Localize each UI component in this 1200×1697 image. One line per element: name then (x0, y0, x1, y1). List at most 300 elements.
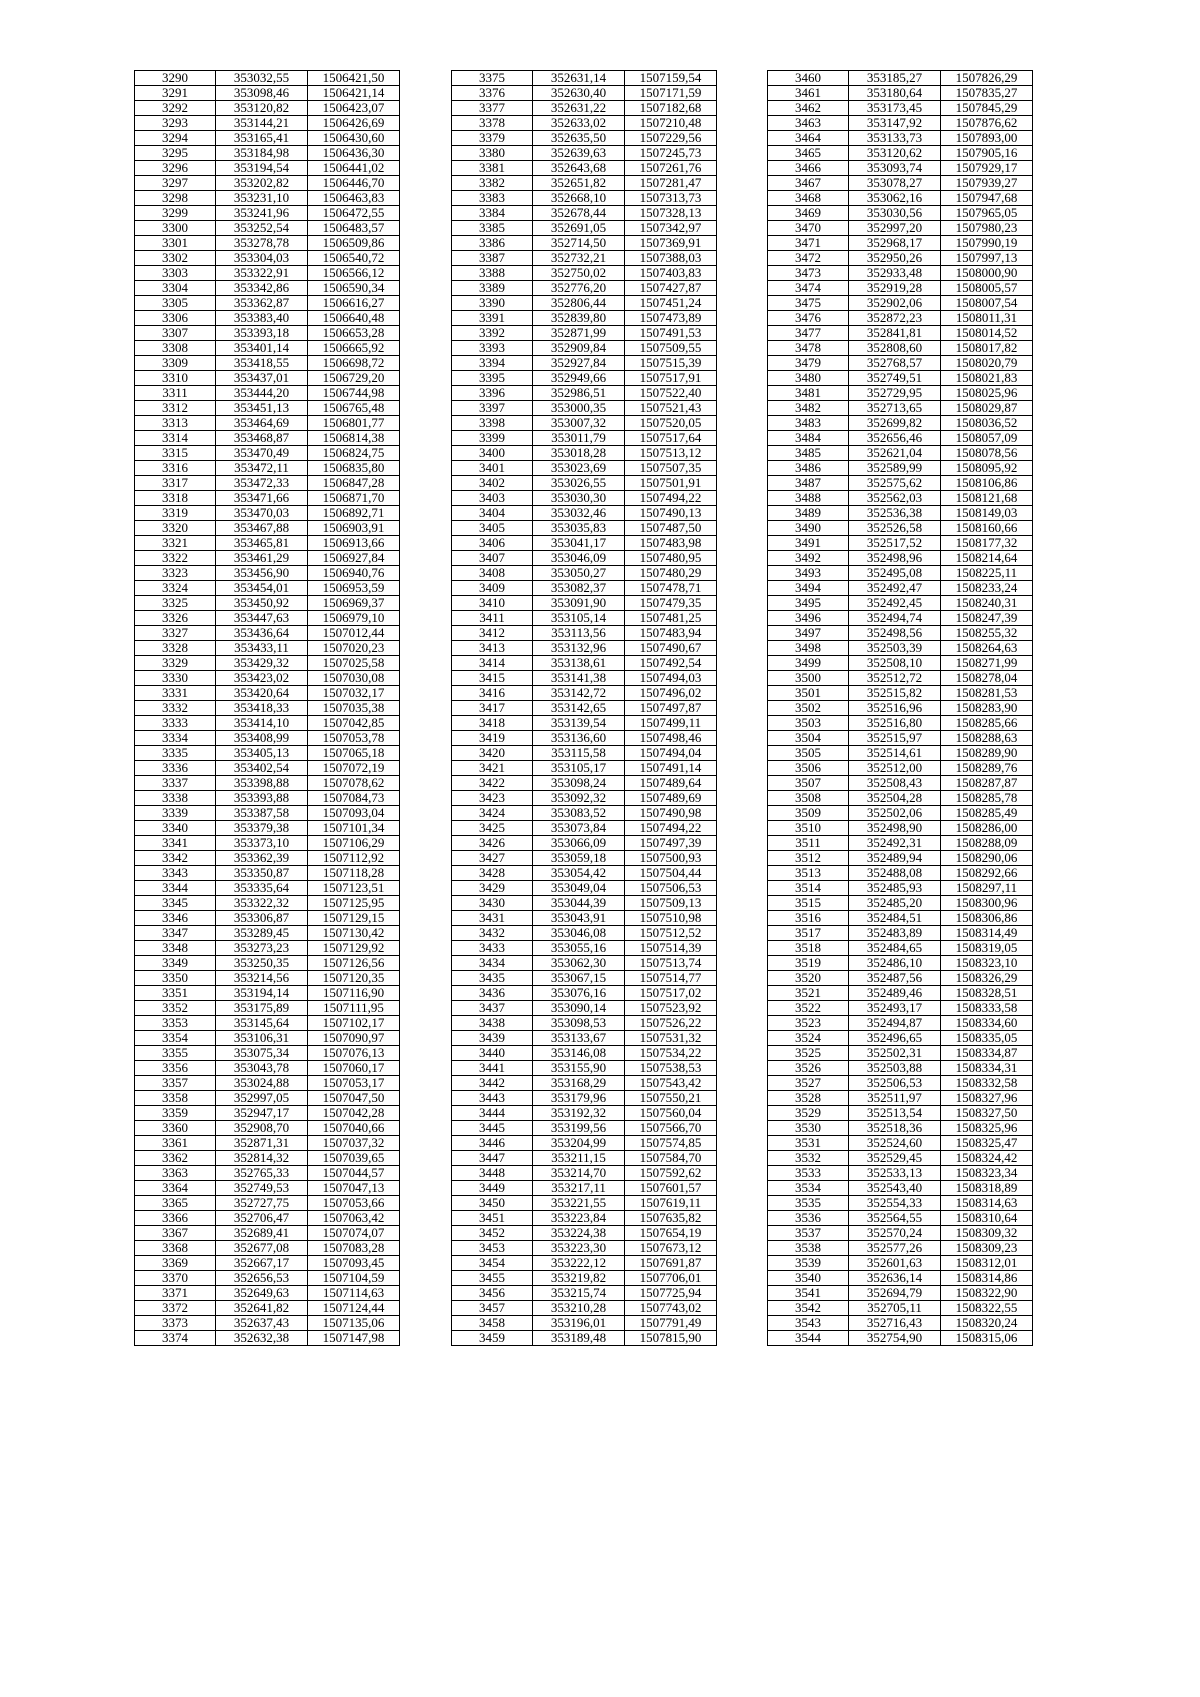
x-coordinate-cell: 353046,09 (533, 551, 625, 566)
point-number-cell: 3467 (768, 176, 849, 191)
point-number-cell: 3291 (135, 86, 216, 101)
table-row (768, 1091, 1033, 1106)
y-coordinate-cell: 1508286,00 (941, 821, 1033, 836)
y-coordinate-cell: 1507111,95 (308, 1001, 400, 1016)
x-coordinate-cell: 353105,17 (533, 761, 625, 776)
table-row (768, 1166, 1033, 1181)
x-coordinate-cell: 352776,20 (533, 281, 625, 296)
table-row (452, 731, 717, 746)
y-coordinate-cell: 1508297,11 (941, 881, 1033, 896)
x-coordinate-cell: 352492,47 (849, 581, 941, 596)
point-number-cell: 3455 (452, 1271, 533, 1286)
x-coordinate-cell: 352633,02 (533, 116, 625, 131)
y-coordinate-cell: 1507328,13 (625, 206, 717, 221)
point-number-cell: 3373 (135, 1316, 216, 1331)
y-coordinate-cell: 1506903,91 (308, 521, 400, 536)
table-row (768, 746, 1033, 761)
x-coordinate-cell: 352872,23 (849, 311, 941, 326)
table-row (768, 626, 1033, 641)
point-number-cell: 3340 (135, 821, 216, 836)
table-row (452, 326, 717, 341)
point-number-cell: 3497 (768, 626, 849, 641)
y-coordinate-cell: 1507490,13 (625, 506, 717, 521)
point-number-cell: 3371 (135, 1286, 216, 1301)
table-row (135, 1061, 400, 1076)
table-row (768, 641, 1033, 656)
point-number-cell: 3308 (135, 341, 216, 356)
x-coordinate-cell: 353175,89 (216, 1001, 308, 1016)
x-coordinate-cell: 353062,30 (533, 956, 625, 971)
table-row (452, 581, 717, 596)
table-row (768, 911, 1033, 926)
table-row (135, 1226, 400, 1241)
point-number-cell: 3435 (452, 971, 533, 986)
y-coordinate-cell: 1507118,28 (308, 866, 400, 881)
x-coordinate-cell: 353204,99 (533, 1136, 625, 1151)
x-coordinate-cell: 353472,33 (216, 476, 308, 491)
point-number-cell: 3398 (452, 416, 533, 431)
point-number-cell: 3501 (768, 686, 849, 701)
y-coordinate-cell: 1508214,64 (941, 551, 1033, 566)
table-row (768, 686, 1033, 701)
table-row (452, 386, 717, 401)
point-number-cell: 3376 (452, 86, 533, 101)
point-number-cell: 3316 (135, 461, 216, 476)
x-coordinate-cell: 353405,13 (216, 746, 308, 761)
y-coordinate-cell: 1506744,98 (308, 386, 400, 401)
table-row (768, 416, 1033, 431)
point-number-cell: 3355 (135, 1046, 216, 1061)
point-number-cell: 3477 (768, 326, 849, 341)
x-coordinate-cell: 353322,32 (216, 896, 308, 911)
point-number-cell: 3359 (135, 1106, 216, 1121)
y-coordinate-cell: 1507063,42 (308, 1211, 400, 1226)
x-coordinate-cell: 353322,91 (216, 266, 308, 281)
x-coordinate-cell: 353252,54 (216, 221, 308, 236)
table-row (768, 1151, 1033, 1166)
x-coordinate-cell: 353136,60 (533, 731, 625, 746)
y-coordinate-cell: 1507065,18 (308, 746, 400, 761)
table-row (452, 611, 717, 626)
table-row (768, 956, 1033, 971)
point-number-cell: 3339 (135, 806, 216, 821)
x-coordinate-cell: 352636,14 (849, 1271, 941, 1286)
table-row (768, 866, 1033, 881)
point-number-cell: 3512 (768, 851, 849, 866)
y-coordinate-cell: 1508225,11 (941, 566, 1033, 581)
point-number-cell: 3414 (452, 656, 533, 671)
y-coordinate-cell: 1506566,12 (308, 266, 400, 281)
point-number-cell: 3336 (135, 761, 216, 776)
y-coordinate-cell: 1507489,64 (625, 776, 717, 791)
x-coordinate-cell: 353035,83 (533, 521, 625, 536)
x-coordinate-cell: 353044,39 (533, 896, 625, 911)
x-coordinate-cell: 353189,48 (533, 1331, 625, 1346)
x-coordinate-cell: 353032,55 (216, 71, 308, 86)
y-coordinate-cell: 1507494,22 (625, 821, 717, 836)
x-coordinate-cell: 353075,34 (216, 1046, 308, 1061)
table-row (452, 116, 717, 131)
table-row (135, 941, 400, 956)
point-number-cell: 3320 (135, 521, 216, 536)
y-coordinate-cell: 1508323,10 (941, 956, 1033, 971)
table-row (452, 941, 717, 956)
x-coordinate-cell: 352515,97 (849, 731, 941, 746)
y-coordinate-cell: 1508255,32 (941, 626, 1033, 641)
x-coordinate-cell: 352841,81 (849, 326, 941, 341)
table-row (452, 1226, 717, 1241)
y-coordinate-cell: 1507483,94 (625, 626, 717, 641)
x-coordinate-cell: 352496,65 (849, 1031, 941, 1046)
point-number-cell: 3439 (452, 1031, 533, 1046)
point-number-cell: 3429 (452, 881, 533, 896)
point-number-cell: 3538 (768, 1241, 849, 1256)
x-coordinate-cell: 352968,17 (849, 236, 941, 251)
x-coordinate-cell: 352705,11 (849, 1301, 941, 1316)
table-row (135, 1091, 400, 1106)
table-row (452, 416, 717, 431)
table-row (135, 206, 400, 221)
table-row (452, 1331, 717, 1346)
x-coordinate-cell: 353120,62 (849, 146, 941, 161)
point-number-cell: 3311 (135, 386, 216, 401)
table-row (768, 581, 1033, 596)
x-coordinate-cell: 352997,20 (849, 221, 941, 236)
y-coordinate-cell: 1506423,07 (308, 101, 400, 116)
table-row (452, 746, 717, 761)
y-coordinate-cell: 1507905,16 (941, 146, 1033, 161)
point-number-cell: 3416 (452, 686, 533, 701)
point-number-cell: 3535 (768, 1196, 849, 1211)
y-coordinate-cell: 1508290,06 (941, 851, 1033, 866)
y-coordinate-cell: 1507481,25 (625, 611, 717, 626)
point-number-cell: 3388 (452, 266, 533, 281)
point-number-cell: 3457 (452, 1301, 533, 1316)
y-coordinate-cell: 1507534,22 (625, 1046, 717, 1061)
point-number-cell: 3352 (135, 1001, 216, 1016)
x-coordinate-cell: 353180,64 (849, 86, 941, 101)
y-coordinate-cell: 1507514,77 (625, 971, 717, 986)
x-coordinate-cell: 353418,55 (216, 356, 308, 371)
x-coordinate-cell: 353362,87 (216, 296, 308, 311)
point-number-cell: 3480 (768, 371, 849, 386)
point-number-cell: 3369 (135, 1256, 216, 1271)
point-number-cell: 3428 (452, 866, 533, 881)
y-coordinate-cell: 1507245,73 (625, 146, 717, 161)
y-coordinate-cell: 1507592,62 (625, 1166, 717, 1181)
point-number-cell: 3327 (135, 626, 216, 641)
x-coordinate-cell: 353043,78 (216, 1061, 308, 1076)
table-row (452, 1001, 717, 1016)
y-coordinate-cell: 1508281,53 (941, 686, 1033, 701)
table-row (452, 431, 717, 446)
point-number-cell: 3385 (452, 221, 533, 236)
table-row (768, 251, 1033, 266)
x-coordinate-cell: 352621,04 (849, 446, 941, 461)
y-coordinate-cell: 1507120,35 (308, 971, 400, 986)
coordinate-table-1 (134, 70, 400, 1346)
point-number-cell: 3332 (135, 701, 216, 716)
point-number-cell: 3469 (768, 206, 849, 221)
x-coordinate-cell: 353437,01 (216, 371, 308, 386)
x-coordinate-cell: 353219,82 (533, 1271, 625, 1286)
x-coordinate-cell: 352949,66 (533, 371, 625, 386)
x-coordinate-cell: 353383,40 (216, 311, 308, 326)
point-number-cell: 3293 (135, 116, 216, 131)
x-coordinate-cell: 353379,38 (216, 821, 308, 836)
y-coordinate-cell: 1508328,51 (941, 986, 1033, 1001)
point-number-cell: 3478 (768, 341, 849, 356)
point-number-cell: 3502 (768, 701, 849, 716)
x-coordinate-cell: 353165,41 (216, 131, 308, 146)
x-coordinate-cell: 353146,08 (533, 1046, 625, 1061)
y-coordinate-cell: 1507159,54 (625, 71, 717, 86)
point-number-cell: 3464 (768, 131, 849, 146)
x-coordinate-cell: 353214,70 (533, 1166, 625, 1181)
table-row (452, 986, 717, 1001)
table-row (768, 971, 1033, 986)
table-row (768, 1046, 1033, 1061)
y-coordinate-cell: 1507032,17 (308, 686, 400, 701)
point-number-cell: 3532 (768, 1151, 849, 1166)
y-coordinate-cell: 1508057,09 (941, 431, 1033, 446)
point-number-cell: 3516 (768, 911, 849, 926)
y-coordinate-cell: 1507635,82 (625, 1211, 717, 1226)
y-coordinate-cell: 1508309,23 (941, 1241, 1033, 1256)
y-coordinate-cell: 1507566,70 (625, 1121, 717, 1136)
point-number-cell: 3427 (452, 851, 533, 866)
x-coordinate-cell: 353304,03 (216, 251, 308, 266)
point-number-cell: 3432 (452, 926, 533, 941)
x-coordinate-cell: 352483,89 (849, 926, 941, 941)
point-number-cell: 3406 (452, 536, 533, 551)
point-number-cell: 3403 (452, 491, 533, 506)
x-coordinate-cell: 352498,56 (849, 626, 941, 641)
y-coordinate-cell: 1507102,17 (308, 1016, 400, 1031)
x-coordinate-cell: 353067,15 (533, 971, 625, 986)
point-number-cell: 3302 (135, 251, 216, 266)
y-coordinate-cell: 1506979,10 (308, 611, 400, 626)
table-row (768, 191, 1033, 206)
point-number-cell: 3324 (135, 581, 216, 596)
y-coordinate-cell: 1508149,03 (941, 506, 1033, 521)
point-number-cell: 3395 (452, 371, 533, 386)
point-number-cell: 3489 (768, 506, 849, 521)
table-row (452, 1151, 717, 1166)
table-row (135, 1331, 400, 1346)
x-coordinate-cell: 353076,16 (533, 986, 625, 1001)
point-number-cell: 3518 (768, 941, 849, 956)
x-coordinate-cell: 353470,49 (216, 446, 308, 461)
y-coordinate-cell: 1507025,58 (308, 656, 400, 671)
table-row (135, 1136, 400, 1151)
point-number-cell: 3520 (768, 971, 849, 986)
point-number-cell: 3453 (452, 1241, 533, 1256)
point-number-cell: 3482 (768, 401, 849, 416)
table-row (768, 821, 1033, 836)
point-number-cell: 3415 (452, 671, 533, 686)
x-coordinate-cell: 353350,87 (216, 866, 308, 881)
x-coordinate-cell: 352484,51 (849, 911, 941, 926)
y-coordinate-cell: 1508020,79 (941, 356, 1033, 371)
x-coordinate-cell: 353342,86 (216, 281, 308, 296)
x-coordinate-cell: 353030,30 (533, 491, 625, 506)
y-coordinate-cell: 1507489,69 (625, 791, 717, 806)
y-coordinate-cell: 1506616,27 (308, 296, 400, 311)
table-row (135, 971, 400, 986)
y-coordinate-cell: 1508322,90 (941, 1286, 1033, 1301)
table-row (135, 506, 400, 521)
x-coordinate-cell: 353179,96 (533, 1091, 625, 1106)
table-row (768, 521, 1033, 536)
x-coordinate-cell: 352732,21 (533, 251, 625, 266)
point-number-cell: 3495 (768, 596, 849, 611)
point-number-cell: 3419 (452, 731, 533, 746)
table-row (452, 356, 717, 371)
y-coordinate-cell: 1507497,87 (625, 701, 717, 716)
point-number-cell: 3431 (452, 911, 533, 926)
point-number-cell: 3408 (452, 566, 533, 581)
x-coordinate-cell: 352526,58 (849, 521, 941, 536)
y-coordinate-cell: 1507084,73 (308, 791, 400, 806)
x-coordinate-cell: 353092,32 (533, 791, 625, 806)
table-row (768, 1136, 1033, 1151)
y-coordinate-cell: 1507074,07 (308, 1226, 400, 1241)
x-coordinate-cell: 353423,02 (216, 671, 308, 686)
point-number-cell: 3342 (135, 851, 216, 866)
table-row (135, 311, 400, 326)
x-coordinate-cell: 353007,32 (533, 416, 625, 431)
point-number-cell: 3440 (452, 1046, 533, 1061)
point-number-cell: 3513 (768, 866, 849, 881)
point-number-cell: 3409 (452, 581, 533, 596)
table-row (135, 626, 400, 641)
x-coordinate-cell: 352492,45 (849, 596, 941, 611)
y-coordinate-cell: 1507112,92 (308, 851, 400, 866)
y-coordinate-cell: 1507129,92 (308, 941, 400, 956)
y-coordinate-cell: 1507513,12 (625, 446, 717, 461)
x-coordinate-cell: 352485,93 (849, 881, 941, 896)
table-row (135, 761, 400, 776)
x-coordinate-cell: 352632,38 (216, 1331, 308, 1346)
x-coordinate-cell: 353402,54 (216, 761, 308, 776)
point-number-cell: 3346 (135, 911, 216, 926)
table-row (452, 1166, 717, 1181)
x-coordinate-cell: 353420,64 (216, 686, 308, 701)
table-row (768, 716, 1033, 731)
x-coordinate-cell: 352806,44 (533, 296, 625, 311)
y-coordinate-cell: 1506698,72 (308, 356, 400, 371)
point-number-cell: 3424 (452, 806, 533, 821)
x-coordinate-cell: 352643,68 (533, 161, 625, 176)
x-coordinate-cell: 353224,38 (533, 1226, 625, 1241)
point-number-cell: 3446 (452, 1136, 533, 1151)
point-number-cell: 3433 (452, 941, 533, 956)
point-number-cell: 3348 (135, 941, 216, 956)
point-number-cell: 3379 (452, 131, 533, 146)
point-number-cell: 3461 (768, 86, 849, 101)
y-coordinate-cell: 1508121,68 (941, 491, 1033, 506)
y-coordinate-cell: 1508314,49 (941, 926, 1033, 941)
y-coordinate-cell: 1507491,14 (625, 761, 717, 776)
y-coordinate-cell: 1507451,24 (625, 296, 717, 311)
point-number-cell: 3312 (135, 401, 216, 416)
y-coordinate-cell: 1507517,02 (625, 986, 717, 1001)
table-row (768, 386, 1033, 401)
x-coordinate-cell: 352651,82 (533, 176, 625, 191)
x-coordinate-cell: 353105,14 (533, 611, 625, 626)
table-row (768, 461, 1033, 476)
y-coordinate-cell: 1507673,12 (625, 1241, 717, 1256)
point-number-cell: 3434 (452, 956, 533, 971)
y-coordinate-cell: 1507506,53 (625, 881, 717, 896)
x-coordinate-cell: 352495,08 (849, 566, 941, 581)
y-coordinate-cell: 1507047,50 (308, 1091, 400, 1106)
x-coordinate-cell: 352589,99 (849, 461, 941, 476)
x-coordinate-cell: 352808,60 (849, 341, 941, 356)
point-number-cell: 3343 (135, 866, 216, 881)
x-coordinate-cell: 353401,14 (216, 341, 308, 356)
y-coordinate-cell: 1506824,75 (308, 446, 400, 461)
point-number-cell: 3515 (768, 896, 849, 911)
y-coordinate-cell: 1508326,29 (941, 971, 1033, 986)
table-row (452, 221, 717, 236)
point-number-cell: 3503 (768, 716, 849, 731)
x-coordinate-cell: 353222,12 (533, 1256, 625, 1271)
table-row (135, 1241, 400, 1256)
y-coordinate-cell: 1507020,23 (308, 641, 400, 656)
x-coordinate-cell: 352933,48 (849, 266, 941, 281)
point-number-cell: 3296 (135, 161, 216, 176)
x-coordinate-cell: 353098,46 (216, 86, 308, 101)
point-number-cell: 3357 (135, 1076, 216, 1091)
point-number-cell: 3539 (768, 1256, 849, 1271)
table-row (452, 761, 717, 776)
point-number-cell: 3471 (768, 236, 849, 251)
point-number-cell: 3407 (452, 551, 533, 566)
y-coordinate-cell: 1507480,29 (625, 566, 717, 581)
table-row (768, 101, 1033, 116)
point-number-cell: 3404 (452, 506, 533, 521)
x-coordinate-cell: 352668,10 (533, 191, 625, 206)
point-number-cell: 3315 (135, 446, 216, 461)
table-row (135, 281, 400, 296)
table-row (135, 551, 400, 566)
y-coordinate-cell: 1506801,77 (308, 416, 400, 431)
x-coordinate-cell: 353145,64 (216, 1016, 308, 1031)
point-number-cell: 3386 (452, 236, 533, 251)
x-coordinate-cell: 353211,15 (533, 1151, 625, 1166)
y-coordinate-cell: 1506540,72 (308, 251, 400, 266)
point-number-cell: 3347 (135, 926, 216, 941)
x-coordinate-cell: 353120,82 (216, 101, 308, 116)
x-coordinate-cell: 352515,82 (849, 686, 941, 701)
y-coordinate-cell: 1507042,85 (308, 716, 400, 731)
y-coordinate-cell: 1507691,87 (625, 1256, 717, 1271)
y-coordinate-cell: 1507512,52 (625, 926, 717, 941)
table-row (768, 431, 1033, 446)
y-coordinate-cell: 1506509,86 (308, 236, 400, 251)
x-coordinate-cell: 353168,29 (533, 1076, 625, 1091)
point-number-cell: 3528 (768, 1091, 849, 1106)
x-coordinate-cell: 353184,98 (216, 146, 308, 161)
x-coordinate-cell: 353467,88 (216, 521, 308, 536)
y-coordinate-cell: 1508017,82 (941, 341, 1033, 356)
x-coordinate-cell: 353050,27 (533, 566, 625, 581)
x-coordinate-cell: 353470,03 (216, 506, 308, 521)
point-number-cell: 3485 (768, 446, 849, 461)
x-coordinate-cell: 352503,39 (849, 641, 941, 656)
